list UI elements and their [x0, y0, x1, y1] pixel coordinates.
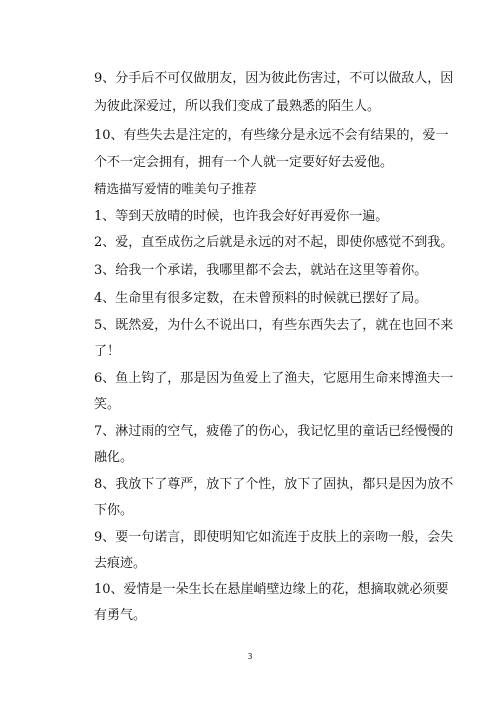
item-7-line-2: 融化。	[94, 450, 134, 465]
item-10-line-2: 有勇气。	[94, 608, 147, 623]
item-3-line-1: 3、给我一个承诺，我哪里都不会去，就站在这里等着你。	[94, 263, 428, 278]
paragraph-10-line-2: 个不一定会拥有，拥有一个人就一定要好好去爱他。	[94, 155, 394, 170]
paragraph-10-line-1: 10、有些失去是注定的，有些缘分是永远不会有结果的，爱一	[94, 128, 449, 143]
item-8-line-2: 下你。	[94, 503, 134, 518]
item-9-line-1: 9、要一句诺言，即使明知它如流连于皮肤上的亲吻一般，会失	[94, 530, 454, 545]
item-4-line-1: 4、生命里有很多定数，在未曾预料的时候就已摆好了局。	[94, 291, 428, 306]
page-number: 3	[247, 652, 253, 661]
item-6-line-2: 笑。	[94, 397, 121, 412]
item-7-line-1: 7、淋过雨的空气，疲倦了的伤心，我记忆里的童话已经慢慢的	[94, 424, 454, 439]
paragraph-9-line-1: 9、分手后不可仅做朋友，因为彼此伤害过，不可以做敌人，因	[94, 71, 454, 86]
item-1-line-1: 1、等到天放晴的时候，也许我会好好再爱你一遍。	[94, 209, 389, 224]
item-5-line-1: 5、既然爱，为什么不说出口，有些东西失去了，就在也回不来	[94, 318, 454, 333]
paragraph-9-line-2: 为彼此深爱过，所以我们变成了最熟悉的陌生人。	[94, 99, 381, 114]
item-6-line-1: 6、鱼上钩了，那是因为鱼爱上了渔夫，它愿用生命来博渔夫一	[94, 371, 454, 386]
item-9-line-2: 去痕迹。	[94, 556, 147, 571]
section-heading: 精选描写爱情的唯美句子推荐	[94, 181, 257, 196]
item-2-line-1: 2、爱，直至成伤之后就是永远的对不起，即使你感觉不到我。	[94, 235, 454, 250]
item-5-line-2: 了！	[94, 344, 121, 359]
item-8-line-1: 8、我放下了尊严，放下了个性，放下了固执，都只是因为放不	[94, 477, 454, 492]
item-10-line-1: 10、爱情是一朵生长在悬崖峭壁边缘上的花，想摘取就必须要	[94, 582, 449, 597]
